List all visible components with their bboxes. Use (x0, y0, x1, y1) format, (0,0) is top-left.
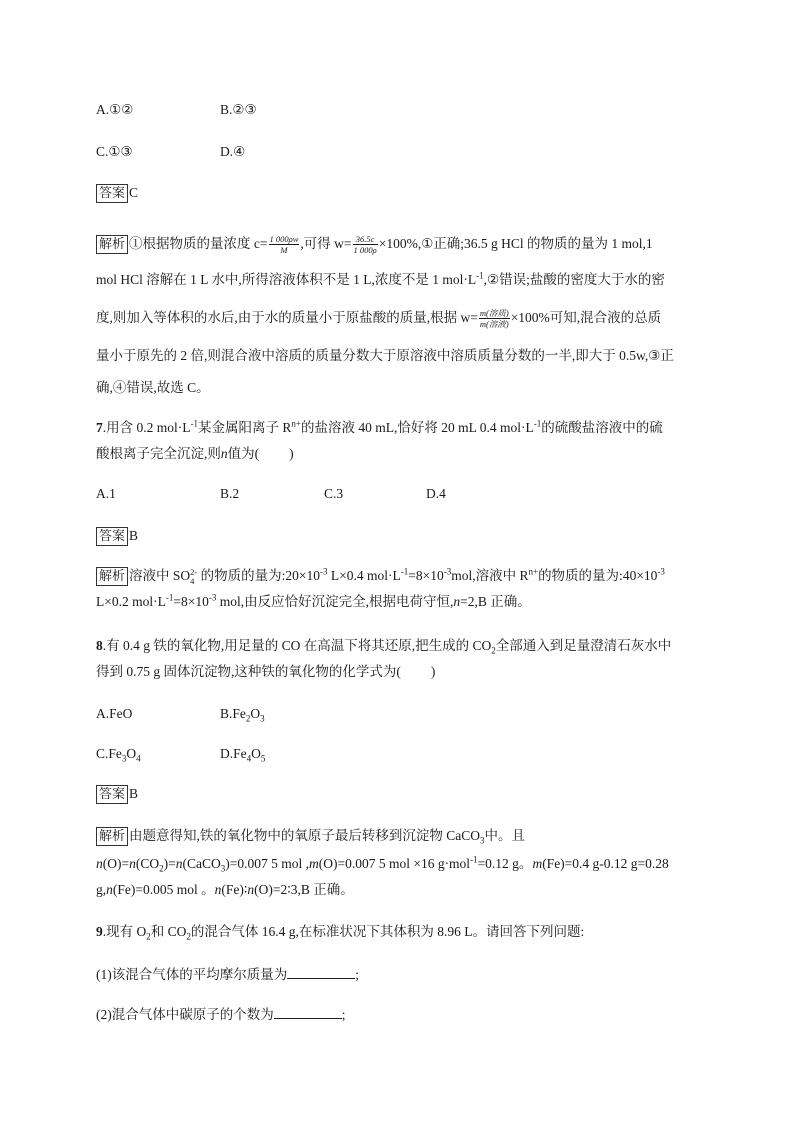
q9-subquestion-1: (1)该混合气体的平均摩尔质量为 ; (96, 964, 359, 985)
q7-answer (96, 526, 138, 546)
q7-option-a: A.1 (96, 486, 116, 501)
q8-option-b: $B.Fe_2O_3$ (220, 706, 265, 724)
q8-answer (96, 784, 138, 804)
fraction: $\frac{36.5c}{1 000\rho}$ (353, 234, 377, 256)
q8-analysis-line-3: g,n(Fe)=0.005 mol 。n(Fe)∶n(O)=2∶3,B 正确。 (96, 882, 354, 897)
q7-analysis-line-1: 解析 溶液中 SO 2- 4 的物质的量为$:20\times 10^{-3}$ L×0.4 $mol\cdot L^{-1}=8\times 10^{-3}mol$,溶液中 $R^{n+}$的物质的量为$:40\times 10^{-3}$ (96, 566, 665, 586)
analysis-label: 解析 (96, 567, 128, 586)
q9-subquestion-2: (2)混合气体中碳原子的个数为 ; (96, 1004, 346, 1025)
q7-stem-line-2: 酸根离子完全沉淀,则n值为( ) (96, 446, 294, 461)
analysis-label: 解析 (96, 827, 128, 846)
answer-blank[interactable] (274, 1004, 342, 1019)
q8-analysis-line-1: 解析 由题意得知,铁的氧化物中的氧原子最后转移到沉淀物 CaCO$_3$中。且 (96, 826, 525, 846)
answer-blank[interactable] (287, 964, 355, 979)
answer-value: C (129, 185, 139, 200)
q7-analysis-line-2: L×0.2 $mol\cdot L^{-1}=8\times 10^{-3}$ mol,由反应恰好沉淀完全,根据电荷守恒,n=2,B 正确。 (96, 592, 531, 609)
analysis-label: 解析 (96, 235, 128, 254)
q8-option-c: $C.Fe_3O_4$ (96, 746, 141, 764)
q6-answer (96, 183, 138, 203)
q6-analysis-line-4: 量小于原先的 2 倍,则混合液中溶质的质量分数大于原溶液中溶质质量分数的一半,即大于 0.5w,③正 (96, 348, 674, 363)
q6-analysis-line-3: 度,则加入等体积的水后,由于水的质量小于原盐酸的质量,根据 w= $\frac{\text{m(溶质)}}{\text{m(溶液)}}$ ×100%可知,混合液的总质 (96, 308, 662, 330)
answer-value: B (129, 528, 139, 543)
q8-option-a: A.FeO (96, 706, 133, 721)
fraction: $\frac{\text{m(溶质)}}{\text{m(溶液)}}$ (479, 308, 509, 330)
q7-stem-line-1: 7.用含 0.2 $mol\cdot L^{-1}$某金属阳离子 $R^{n+}$的盐溶液 40 mL,恰好将 20 mL 0.4 $mol\cdot L^{-1}$的硫酸盐溶液中的硫 (96, 418, 663, 435)
q7-option-c: C.3 (324, 486, 344, 501)
q6-option-c: C.①③ (96, 144, 133, 159)
q8-option-d: $D.Fe_4O_5$ (220, 746, 266, 764)
q8-stem-line-2: 得到 0.75 g 固体沉淀物,这种铁的氧化物的化学式为( ) (96, 664, 436, 679)
q8-analysis-line-2: $n(O)=n(CO_2)=n(CaCO_3)=0.007$ 5 mol ,m(O)=0.007 5 mol ×16 g·mol$^{-1}$=0.12 g。m(Fe)=0.4 g-0.12 g=0.28 (96, 854, 669, 874)
q9-stem: 9.现有 $O_2$和 $CO_2$的混合气体 16.4 g,在标准状况下其体积为 8.96 L。请回答下列问题: (96, 924, 585, 942)
fraction: $\frac{1 000\rho w}{M}$ (269, 234, 299, 256)
q6-option-a: A.①② (96, 102, 134, 117)
q6-option-b: B.②③ (220, 102, 257, 117)
q7-option-b: B.2 (220, 486, 240, 501)
answer-label: 答案 (96, 785, 128, 804)
q6-analysis-line-5: 确,④错误,故选 C。 (96, 380, 210, 395)
q6-analysis-line-2: mol HCl 溶解在 1 L 水中,所得溶液体积不是 1 L,浓度不是 1 $mol\cdot L^{-1},②$错误;盐酸的密度大于水的密 (96, 270, 665, 287)
answer-label: 答案 (96, 527, 128, 546)
q7-option-d: D.4 (426, 486, 446, 501)
q8-stem-line-1: 8.有 0.4 g 铁的氧化物,用足量的 CO 在高温下将其还原,把生成的 $CO_2$全部通入到足量澄清石灰水中 (96, 638, 672, 656)
answer-label: 答案 (96, 184, 128, 203)
q6-analysis-line-1: 解析 ①根据物质的量浓度 c= $\frac{1 000\rho w}{M}$ ,可得 w= $\frac{36.5c}{1 000\rho}$ ×100%,①正确;36.5 g HCl 的物质的量为 1 mol,1 (96, 234, 653, 255)
answer-value: B (129, 786, 139, 801)
q6-option-d: D.④ (220, 144, 246, 159)
